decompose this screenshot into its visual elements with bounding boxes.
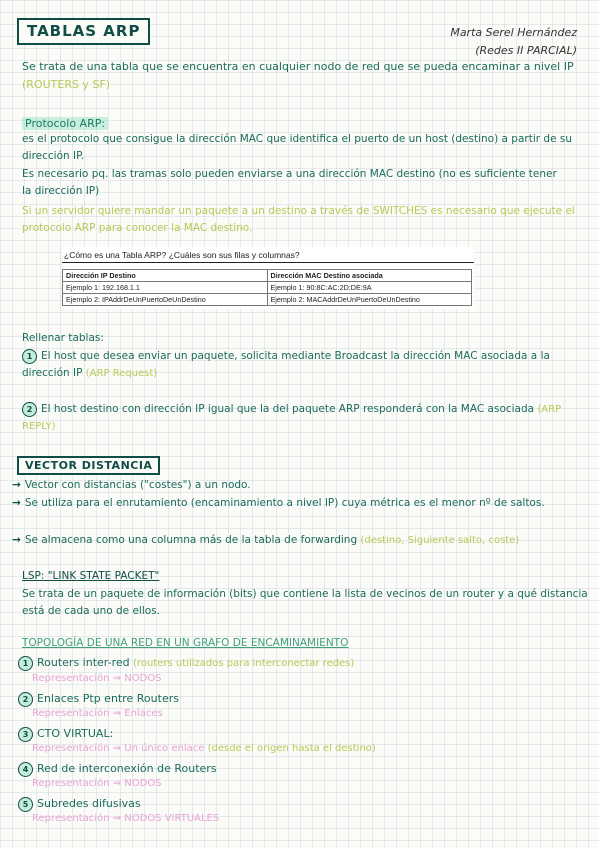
rellenar-step1: 1 El host que desea enviar un paquete, solicita mediante Broadcast la dirección MAC asociada a la dirección IP (ARP Request) <box>22 350 550 379</box>
step-number-1: 1 <box>22 349 37 364</box>
table-cell: Ejemplo 2: IPAddrDeUnPuertoDeUnDestino <box>63 294 268 306</box>
intro-text: Se trata de una tabla que se encuentra en cualquier nodo de red que se pueda encaminar a nivel IP <box>22 60 574 73</box>
course-label: (Redes II PARCIAL) <box>475 44 577 57</box>
topo-number-2: 2 <box>18 692 33 707</box>
protocolo-line3: Si un servidor quiere mandar un paquete a un destino a través de SWITCHES es necesario que ejecute el protocolo ARP para conocer la MAC destino. <box>22 205 575 234</box>
representation-label: Representación ⇒ NODOS <box>32 673 162 684</box>
arrow-icon: → <box>12 479 21 491</box>
topo-number-1: 1 <box>18 656 33 671</box>
list-item: 2 Enlaces Ptp entre Routers Representación ⇒ Enlaces <box>18 691 588 721</box>
protocolo-heading: Protocolo ARP: <box>22 112 108 131</box>
arp-table <box>62 269 472 306</box>
intro-paragraph <box>22 58 582 94</box>
table-cell: Ejemplo 2: MACAddrDeUnPuertoDeUnDestino <box>267 294 472 306</box>
list-item: 4 Red de interconexión de Routers Representación ⇒ NODOS <box>18 761 588 791</box>
vector-bullet-2: → Se utiliza para el enrutamiento (encaminamiento a nivel IP) cuya métrica es el menor nº de saltos. <box>12 497 545 509</box>
vector-bullet-3: → Se almacena como una columna más de la tabla de forwarding (destino, Siguiente salto, coste) <box>12 534 520 546</box>
arp-reply-note: (ARP REPLY) <box>22 404 562 432</box>
representation-label: Representación ⇒ Un único enlace (desde el origen hasta el destino) <box>32 743 376 754</box>
vector-bullet-1: → Vector con distancias ("costes") a un nodo. <box>12 479 251 491</box>
lsp-heading: LSP: "LINK STATE PACKET" <box>22 570 160 582</box>
vector-heading: VECTOR DISTANCIA <box>17 456 160 475</box>
arrow-icon: → <box>12 497 21 509</box>
topologia-heading: TOPOLOGÍA DE UNA RED EN UN GRAFO DE ENCAMINAMIENTO <box>22 637 349 649</box>
protocolo-line1: es el protocolo que consigue la dirección MAC que identifica el puerto de un host (destino) a partir de su dirección IP. <box>22 133 572 162</box>
table-row <box>63 294 472 306</box>
list-item: 1 Routers inter-red (routers utilizados para interconectar redes) Representación ⇒ NODOS <box>18 655 588 686</box>
table-header-row <box>63 270 472 282</box>
topologia-list <box>18 655 588 826</box>
col-ip-header: Dirección IP Destino <box>63 270 268 282</box>
table-question: ¿Cómo es una Tabla ARP? ¿Cuáles son sus filas y columnas? <box>62 247 474 263</box>
table-cell: Ejemplo 1: 192.168.1.1 <box>63 282 268 294</box>
arp-table-card <box>62 247 474 309</box>
table-cell: Ejemplo 1: 90:8C:AC:2D:DE:9A <box>267 282 472 294</box>
topo-number-3: 3 <box>18 727 33 742</box>
list-item: 5 Subredes difusivas Representación ⇒ NODOS VIRTUALES <box>18 796 588 826</box>
table-row <box>63 282 472 294</box>
list-item: 3 CTO VIRTUAL: Representación ⇒ Un único enlace (desde el origen hasta el destino) <box>18 726 588 756</box>
forwarding-note: (destino, Siguiente salto, coste) <box>360 535 520 546</box>
author-block <box>450 24 577 60</box>
rellenar-heading: Rellenar tablas: <box>22 332 104 344</box>
arp-request-note: (ARP Request) <box>85 368 158 379</box>
page-title: TABLAS ARP <box>17 18 150 45</box>
step-number-2: 2 <box>22 402 37 417</box>
arrow-icon: → <box>12 534 21 546</box>
topo-number-4: 4 <box>18 762 33 777</box>
topo-number-5: 5 <box>18 797 33 812</box>
representation-label: Representación ⇒ NODOS <box>32 778 162 789</box>
representation-label: Representación ⇒ Enlaces <box>32 708 163 719</box>
author-name: Marta Serel Hernández <box>450 26 577 39</box>
col-mac-header: Dirección MAC Destino asociada <box>267 270 472 282</box>
protocolo-line2: Es necesario pq. las tramas solo pueden enviarse a una dirección MAC destino (no es suficiente tener la dirección IP) <box>22 168 557 197</box>
representation-label: Representación ⇒ NODOS VIRTUALES <box>32 813 220 824</box>
lsp-text: Se trata de un paquete de información (bits) que contiene la lista de vecinos de un router y a qué distancia está de cada uno de ellos. <box>22 588 588 617</box>
intro-highlight: (ROUTERS y SF) <box>22 78 111 91</box>
rellenar-step2: 2 El host destino con dirección IP igual que la del paquete ARP responderá con la MAC asociada (ARP REPLY) <box>22 403 562 432</box>
